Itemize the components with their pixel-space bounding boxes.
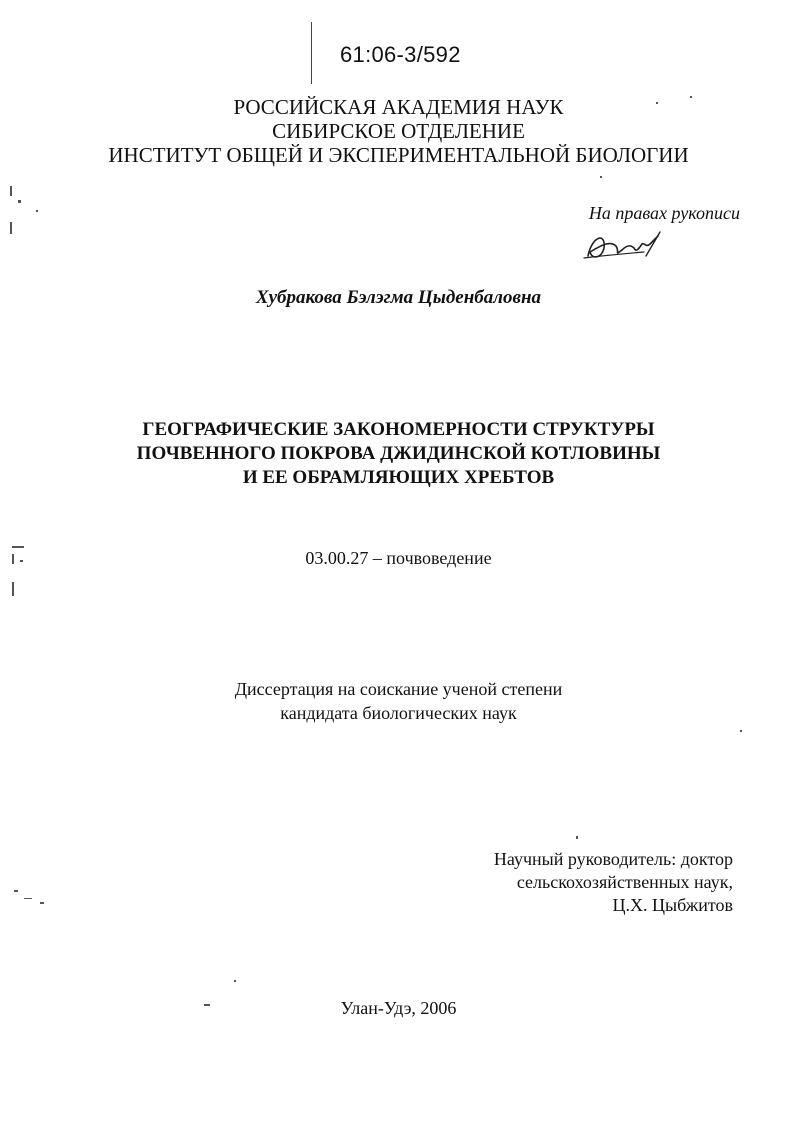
rights-notice: На правах рукописи — [588, 203, 740, 223]
stamp-divider — [311, 22, 312, 84]
archive-stamp: 61:06-3/592 — [340, 42, 461, 67]
header-institute: ИНСТИТУТ ОБЩЕЙ И ЭКСПЕРИМЕНТАЛЬНОЙ БИОЛОГИИ — [108, 143, 689, 167]
supervisor-line-1: Научный руководитель: доктор — [493, 849, 733, 869]
title-line-2: ПОЧВЕННОГО ПОКРОВА ДЖИДИНСКОЙ КОТЛОВИНЫ — [136, 443, 661, 464]
title-line-1: ГЕОГРАФИЧЕСКИЕ ЗАКОНОМЕРНОСТИ СТРУКТУРЫ — [142, 419, 655, 440]
specialty-code: 03.00.27 – почвоведение — [305, 548, 492, 568]
degree-line-1: Диссертация на соискание ученой степени — [234, 679, 563, 699]
author-name: Хубракова Бэлэгма Цыденбаловна — [255, 287, 542, 308]
supervisor-line-3: Ц.Х. Цыбжитов — [612, 895, 733, 915]
header-division: СИБИРСКОЕ ОТДЕЛЕНИЕ — [272, 119, 525, 143]
supervisor-line-2: сельскохозяйственных наук, — [516, 872, 733, 892]
degree-line-2: кандидата биологических наук — [280, 703, 517, 723]
title-line-3: И ЕЕ ОБРАМЛЯЮЩИХ ХРЕБТОВ — [242, 467, 555, 488]
signature-icon — [580, 226, 670, 266]
place-year: Улан-Удэ, 2006 — [340, 998, 457, 1018]
header-academy: РОССИЙСКАЯ АКАДЕМИЯ НАУК — [233, 95, 564, 119]
